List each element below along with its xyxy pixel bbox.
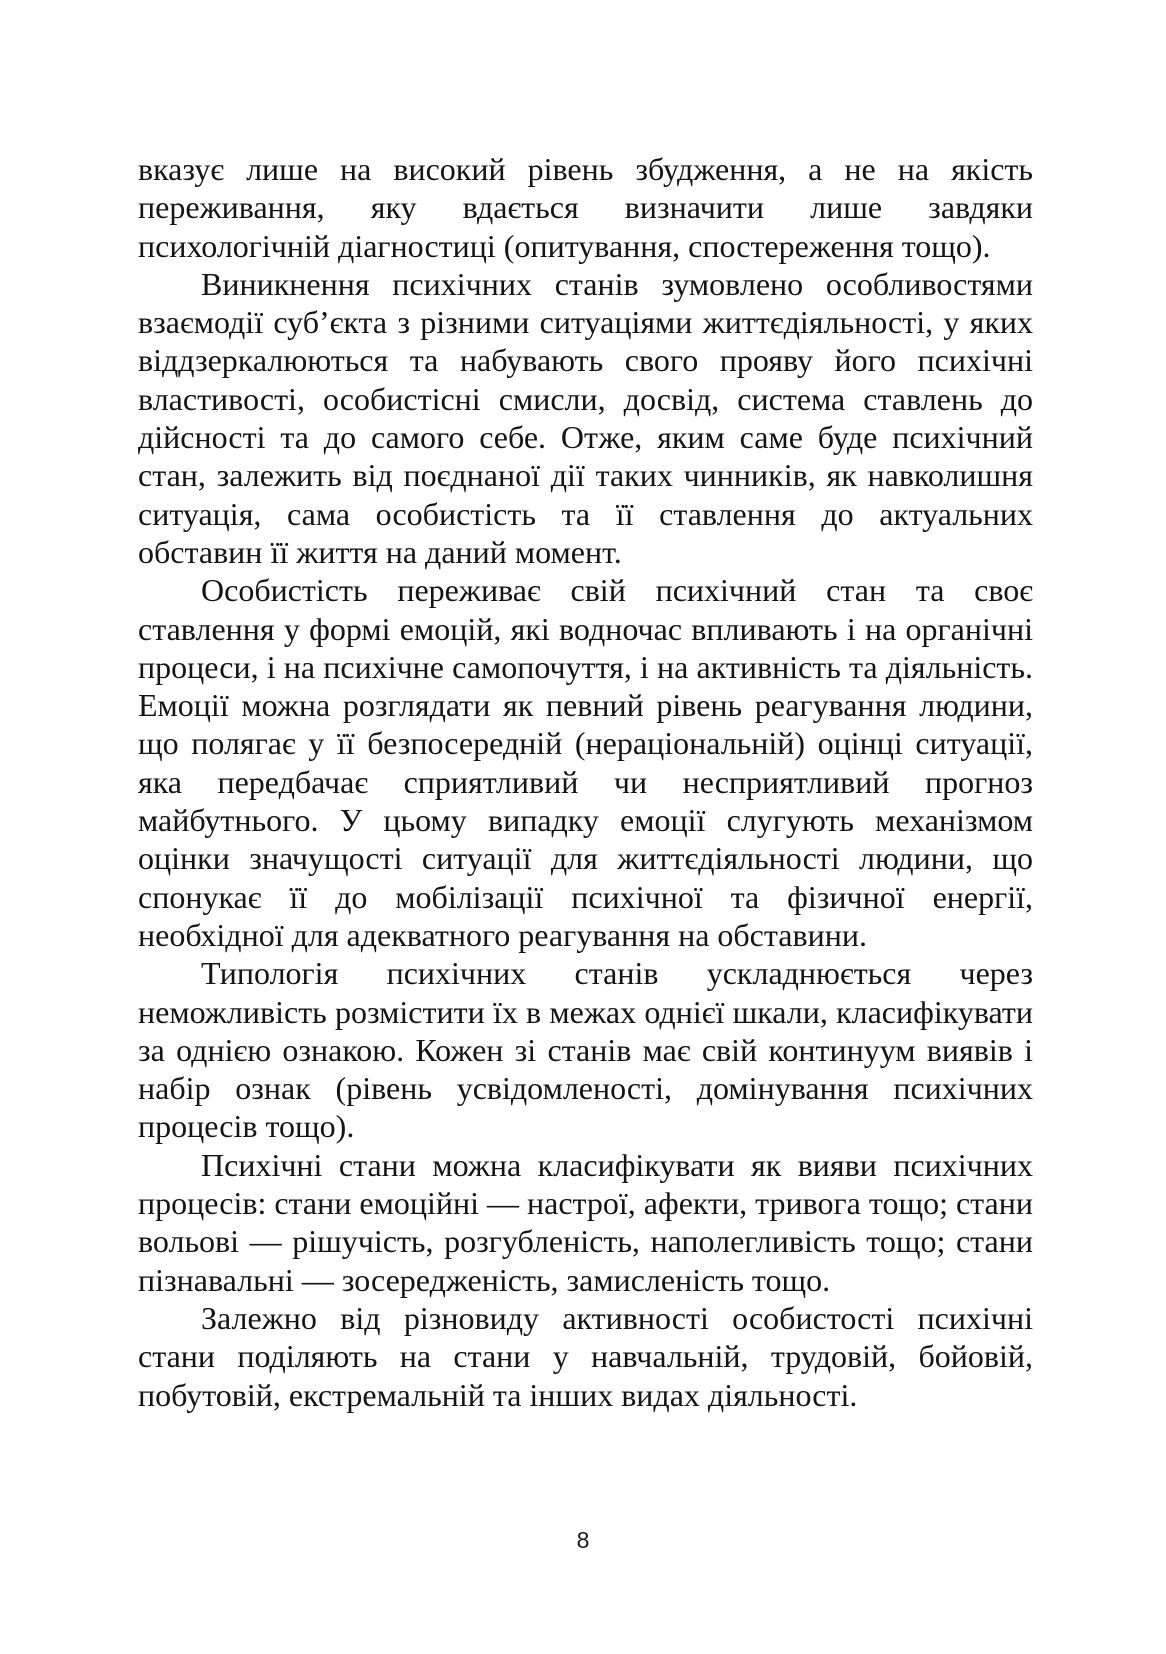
paragraph-2: Виникнення психічних станів зумовлено особливостями взаємодії суб’єкта з різними ситуаціями життєдіяльності, у яких віддзеркалюються та набувають свого прояву його психічні властивості, особистісні смисли, досвід, система ставлень до дійсності та до самого себе. Отже, яким саме буде психічний стан, залежить від поєднаної дії таких чинників, як навколишня ситуація, сама особистість та її ставлення до актуальних обставин її життя на даний момент. <box>138 265 1033 570</box>
page-number: 8 <box>576 1527 590 1553</box>
paragraph-1: вказує лише на високий рівень збудження, а не на якість переживання, яку вдається визначити лише завдяки психологічній діагностиці (опитування, спостереження тощо). <box>138 151 1033 264</box>
body-text <box>138 150 1033 1414</box>
paragraph-5: Психічні стани можна класифікувати як вияви психічних процесів: стани емоційні — настрої, афекти, тривога тощо; стани вольові — рішучість, розгубленість, наполегливість тощо; стани пізнавальні — зосередженість, замисленість тощо. <box>138 1146 1033 1298</box>
paragraph-4: Типологія психічних станів ускладнюється через неможливість розмістити їх в межах однієї шкали, класифікувати за однією ознакою. Кожен зі станів має свій континуум виявів і набір ознак (рівень усвідомленості, домінування психічних процесів тощо). <box>138 955 1033 1145</box>
paragraph-3: Особистість переживає свій психічний стан та своє ставлення у формі емоцій, які водночас впливають і на органічні процеси, і на психічне самопочуття, і на активність та діяльність. Емоції можна розглядати як певний рівень реагування людини, що полягає у її безпосередній (нераціональній) оцінці ситуації, яка передбачає сприятливий чи несприятливий прогноз майбутнього. У цьому випадку емоції слугують механізмом оцінки значущості ситуації для життєдіяльності людини, що спонукає її до мобілізації психічної та фізичної енергії, необхідної для адекватного реагування на обставини. <box>138 572 1033 953</box>
paragraph-6: Залежно від різновиду активності особистості психічні стани поділяють на стани у навчальній, трудовій, бойовій, побутовій, екстремальній та інших видах діяльності. <box>138 1299 1033 1413</box>
